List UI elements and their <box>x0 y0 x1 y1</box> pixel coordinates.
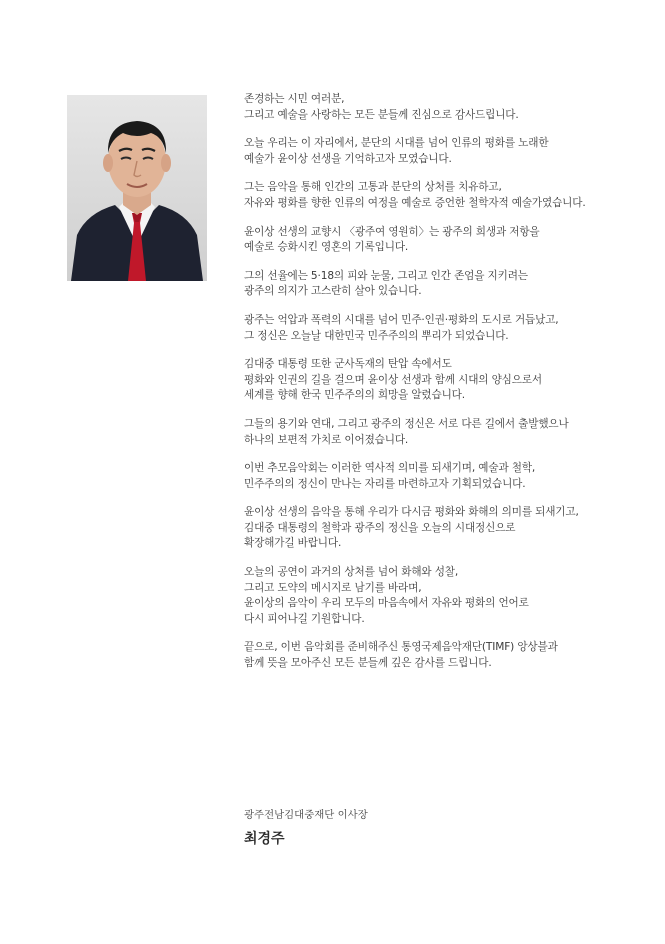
paragraph <box>244 313 644 344</box>
text-line: 광주는 억압과 폭력의 시대를 넘어 민주·인권·평화의 도시로 거듭났고, <box>244 313 559 326</box>
text-line: 자유와 평화를 향한 인류의 여정을 예술로 증언한 철학자적 예술가였습니다. <box>244 196 586 209</box>
text-line: 윤이상의 음악이 우리 모두의 마음속에서 자유와 평화의 언어로 <box>244 597 529 610</box>
paragraph <box>244 136 644 167</box>
text-line: 그리고 예술을 사랑하는 모든 분들께 진심으로 감사드립니다. <box>244 108 519 121</box>
text-line: 하나의 보편적 가치로 이어졌습니다. <box>244 433 409 446</box>
text-line: 오늘의 공연이 과거의 상처를 넘어 화해와 성찰, <box>244 566 459 579</box>
text-line: 김대중 대통령의 철학과 광주의 정신을 오늘의 시대정신으로 <box>244 521 516 534</box>
text-line: 이번 추모음악회는 이러한 역사적 의미를 되새기며, 예술과 철학, <box>244 462 536 475</box>
text-line: 그들의 용기와 연대, 그리고 광주의 정신은 서로 다른 길에서 출발했으나 <box>244 417 569 430</box>
letter-body <box>244 92 644 685</box>
paragraph <box>244 640 644 671</box>
paragraph <box>244 417 644 448</box>
text-line: 그의 선율에는 5·18의 피와 눈물, 그리고 인간 존엄을 지키려는 <box>244 269 528 282</box>
paragraph <box>244 92 644 123</box>
paragraph <box>244 180 644 211</box>
text-line: 존경하는 시민 여러분, <box>244 93 345 105</box>
text-line: 윤이상 선생의 음악을 통해 우리가 다시금 평화와 화해의 의미를 되새기고, <box>244 506 579 519</box>
paragraph <box>244 269 644 300</box>
paragraph <box>244 565 644 627</box>
signature-organization: 광주전남김대중재단 이사장 <box>244 809 368 821</box>
text-line: 민주주의의 정신이 만나는 자리를 마련하고자 기획되었습니다. <box>244 477 526 490</box>
paragraph <box>244 505 644 552</box>
text-line: 그리고 도약의 메시지로 남기를 바라며, <box>244 581 422 594</box>
text-line: 김대중 대통령 또한 군사독재의 탄압 속에서도 <box>244 358 452 371</box>
text-line: 다시 피어나길 기원합니다. <box>244 612 365 625</box>
text-line: 평화와 인권의 길을 걸으며 윤이상 선생과 함께 시대의 양심으로서 <box>244 373 542 386</box>
paragraph <box>244 461 644 492</box>
portrait-photo <box>67 95 207 281</box>
text-line: 그는 음악을 통해 인간의 고통과 분단의 상처를 치유하고, <box>244 181 502 194</box>
paragraph <box>244 225 644 256</box>
text-line: 윤이상 선생의 교향시 〈광주여 영원히〉는 광주의 희생과 저항을 <box>244 225 540 238</box>
text-line: 그 정신은 오늘날 대한민국 민주주의의 뿌리가 되었습니다. <box>244 329 509 342</box>
text-line: 끝으로, 이번 음악회를 준비해주신 통영국제음악재단(TIMF) 앙상블과 <box>244 641 558 654</box>
text-line: 예술로 승화시킨 영혼의 기록입니다. <box>244 241 409 254</box>
text-line: 광주의 의지가 고스란히 살아 있습니다. <box>244 285 422 298</box>
text-line: 오늘 우리는 이 자리에서, 분단의 시대를 넘어 인류의 평화를 노래한 <box>244 137 549 150</box>
signature-name: 최경주 <box>244 831 285 847</box>
text-line: 함께 뜻을 모아주신 모든 분들께 깊은 감사를 드립니다. <box>244 657 492 670</box>
text-line: 세계를 향해 한국 민주주의의 희망을 알렸습니다. <box>244 389 465 402</box>
text-line: 예술가 윤이상 선생을 기억하고자 모였습니다. <box>244 152 452 165</box>
paragraph <box>244 357 644 404</box>
text-line: 확장해가길 바랍니다. <box>244 537 342 550</box>
